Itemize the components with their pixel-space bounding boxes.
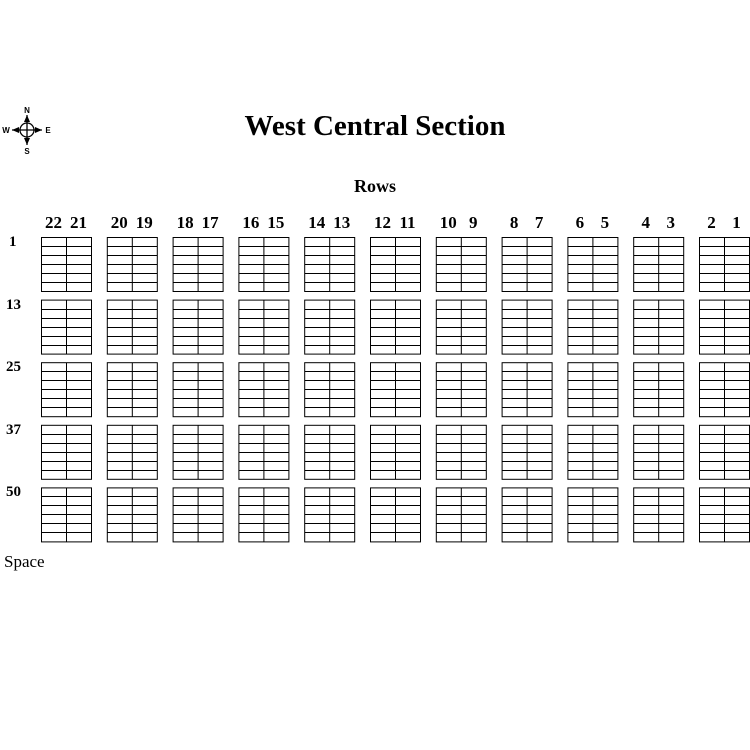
- column-number-label: 13: [333, 213, 351, 232]
- compass-north: N: [24, 106, 30, 115]
- row-start-label: 1: [9, 234, 17, 250]
- column-number-label: 7: [534, 213, 544, 232]
- plot-cell: [107, 363, 157, 417]
- plot-cell: [568, 363, 618, 417]
- plot-cell: [173, 363, 223, 417]
- plot-cell: [371, 488, 421, 542]
- column-number-label: 18: [176, 213, 194, 232]
- plot-cell: [371, 300, 421, 354]
- column-number-label: 19: [135, 213, 153, 232]
- plot-cell: [239, 363, 289, 417]
- plot-cell: [634, 300, 684, 354]
- plot-cell: [371, 238, 421, 292]
- column-number-label: 15: [267, 213, 285, 232]
- column-number-label: 3: [666, 213, 675, 232]
- compass-west: W: [2, 126, 10, 135]
- plot-cell: [634, 238, 684, 292]
- plot-cell: [305, 425, 355, 479]
- plot-cell: [700, 425, 750, 479]
- plot-cell: [107, 425, 157, 479]
- plot-cell: [436, 363, 486, 417]
- plot-cell: [568, 425, 618, 479]
- compass-east: E: [45, 126, 51, 135]
- plot-cell: [239, 488, 289, 542]
- column-number-label: 4: [641, 213, 650, 232]
- plot-cell: [42, 238, 92, 292]
- plot-cell: [502, 363, 552, 417]
- column-number-label: 17: [201, 213, 219, 232]
- plot-cell: [42, 488, 92, 542]
- plot-cell: [568, 300, 618, 354]
- plot-cell: [700, 300, 750, 354]
- plot-cell: [371, 425, 421, 479]
- plot-cell: [502, 300, 552, 354]
- plot-cell: [173, 425, 223, 479]
- column-number-label: 14: [308, 213, 326, 232]
- plot-cell: [568, 238, 618, 292]
- column-number-label: 9: [469, 213, 478, 232]
- plot-cell: [502, 425, 552, 479]
- plot-cell: [239, 425, 289, 479]
- plot-cell: [305, 488, 355, 542]
- compass-south: S: [24, 147, 30, 156]
- column-number-label: 2: [707, 213, 716, 232]
- rows-heading: Rows: [353, 176, 396, 196]
- column-number-label: 22: [45, 213, 62, 232]
- space-label: Space: [4, 552, 45, 571]
- plot-cell: [436, 425, 486, 479]
- column-number-label: 5: [600, 213, 610, 232]
- column-number-label: 8: [509, 213, 519, 232]
- plot-cell: [436, 238, 486, 292]
- column-number-label: 20: [110, 213, 128, 232]
- plot-cell: [634, 425, 684, 479]
- plot-cell: [568, 488, 618, 542]
- plot-cell: [634, 488, 684, 542]
- plot-cell: [305, 238, 355, 292]
- plot-cell: [305, 363, 355, 417]
- plot-cell: [173, 488, 223, 542]
- plot-cell: [107, 488, 157, 542]
- row-start-label: 50: [6, 484, 21, 501]
- column-number-label: 10: [439, 213, 457, 232]
- section-title: West Central Section: [244, 110, 506, 142]
- plot-cell: [107, 300, 157, 354]
- plot-cell: [239, 238, 289, 292]
- row-start-label: 37: [6, 421, 21, 438]
- plot-cell: [42, 425, 92, 479]
- column-number-label: 11: [399, 213, 416, 232]
- plot-cell: [173, 300, 223, 354]
- plot-cell: [173, 238, 223, 292]
- plot-cell: [700, 488, 750, 542]
- plot-cell: [502, 488, 552, 542]
- plot-cell: [239, 300, 289, 354]
- plot-cell: [42, 300, 92, 354]
- row-start-label: 13: [6, 296, 21, 313]
- column-number-label: 1: [732, 213, 741, 232]
- plot-cell: [42, 363, 92, 417]
- plot-cell: [634, 363, 684, 417]
- column-number-label: 6: [575, 213, 585, 232]
- column-number-label: 21: [70, 213, 87, 232]
- plot-cell: [371, 363, 421, 417]
- plot-cell: [700, 363, 750, 417]
- plot-cell: [305, 300, 355, 354]
- plot-cell: [700, 238, 750, 292]
- column-number-label: 16: [242, 213, 260, 232]
- column-number-label: 12: [374, 213, 391, 232]
- row-start-label: 25: [6, 359, 21, 376]
- plot-cell: [436, 300, 486, 354]
- plot-cell: [436, 488, 486, 542]
- plot-cell: [107, 238, 157, 292]
- plot-cell: [502, 238, 552, 292]
